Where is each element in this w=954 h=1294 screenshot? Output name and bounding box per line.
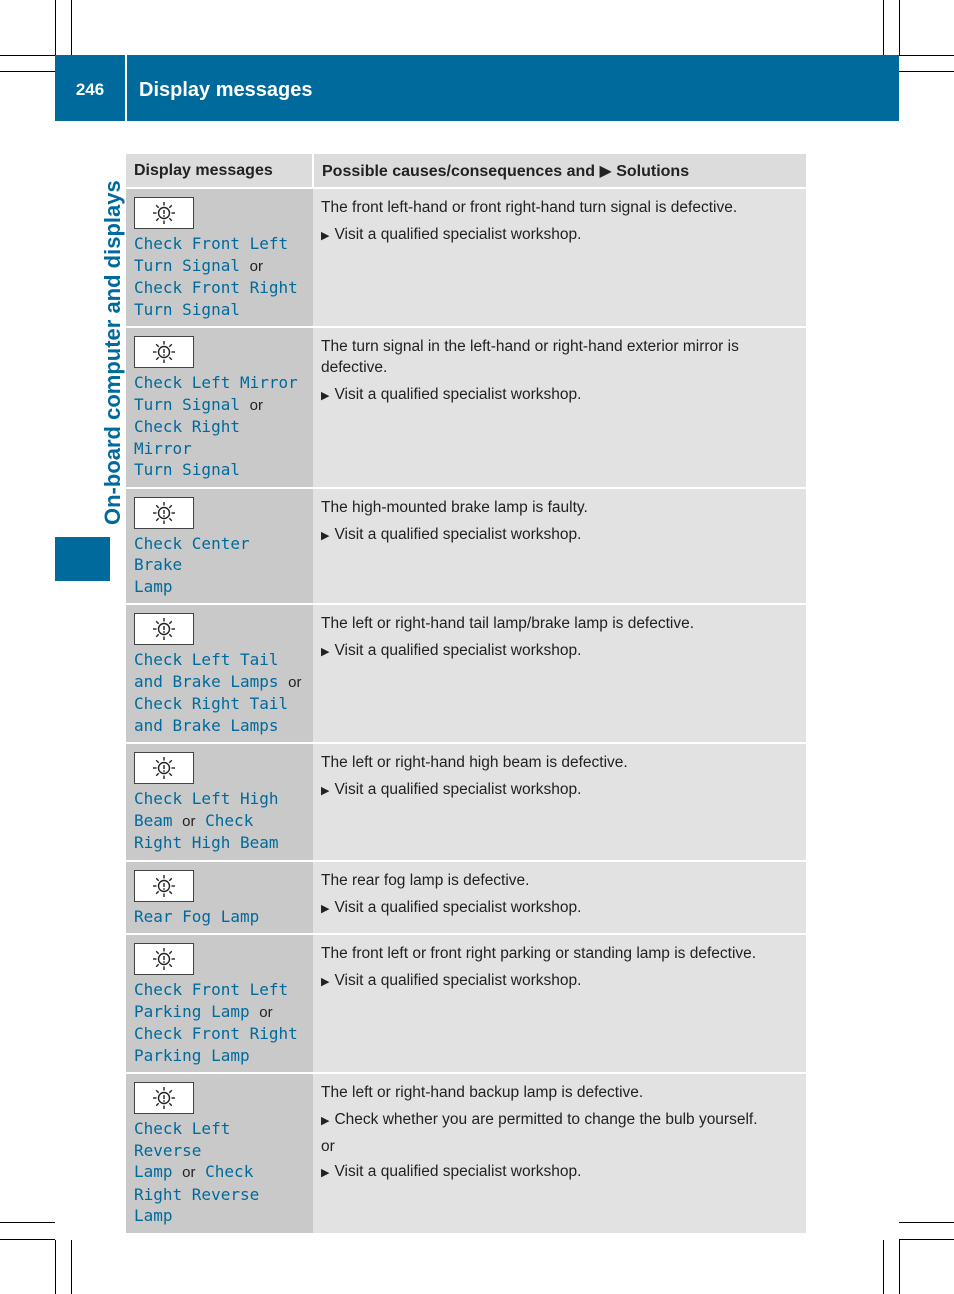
- display-message-text: Lamp: [134, 1162, 173, 1181]
- display-message-text: Check Left Reverse: [134, 1119, 231, 1160]
- display-message-cell: [126, 188, 313, 327]
- solution-cell: [313, 743, 806, 861]
- solution-step-text: Visit a qualified specialist workshop.: [334, 1163, 582, 1180]
- header-divider: [125, 55, 127, 121]
- display-message-line: [134, 1184, 305, 1227]
- display-message-text: Turn Signal: [134, 460, 240, 479]
- crop-mark: [899, 55, 954, 56]
- crop-mark: [899, 71, 954, 72]
- display-message-text: Check Left Tail: [134, 650, 279, 669]
- display-message-line: [134, 1023, 305, 1045]
- display-message-line: [134, 1118, 305, 1161]
- crop-mark: [71, 0, 72, 55]
- solution-cell: [313, 488, 806, 605]
- bulb-failure-icon: [134, 613, 194, 645]
- arrow-bullet-icon: ▶: [321, 230, 330, 242]
- side-tab-marker: [55, 537, 110, 581]
- solution-step: [321, 524, 798, 547]
- display-message-text: Check Left High: [134, 789, 279, 808]
- display-message-text: Check Front Left: [134, 234, 289, 253]
- display-message-text: Check Right Mirror: [134, 417, 240, 458]
- solution-step: [321, 970, 798, 993]
- solution-step: [321, 779, 798, 802]
- display-message-text: Right Reverse Lamp: [134, 1184, 260, 1225]
- display-message-line: [134, 394, 305, 417]
- crop-mark: [899, 1240, 900, 1294]
- display-message-text: and Brake Lamps: [134, 715, 279, 735]
- display-message-text: Right High Beam: [134, 833, 279, 852]
- display-message-text: Check: [205, 1162, 254, 1181]
- solution-step-text: Visit a qualified specialist workshop.: [334, 972, 582, 989]
- table-header-row: [126, 154, 806, 188]
- display-message-line: [134, 1045, 305, 1067]
- display-message-text: Turn Signal: [134, 299, 240, 319]
- display-message-line: [134, 788, 305, 810]
- crop-mark: [0, 55, 55, 56]
- display-message-text: Check Right Tail: [134, 694, 289, 713]
- crop-mark: [883, 1240, 884, 1294]
- arrow-bullet-icon: ▶: [321, 976, 330, 988]
- display-message-cell: [126, 327, 313, 488]
- or-connector: or: [249, 396, 263, 414]
- solution-cell: [313, 188, 806, 327]
- bulb-failure-icon: [134, 336, 194, 368]
- solution-cell: [313, 934, 806, 1073]
- display-message-text: and Brake Lamps: [134, 671, 279, 691]
- header-causes-solutions: Possible causes/consequences and ▶ Solutions: [313, 154, 806, 188]
- arrow-bullet-icon: ▶: [321, 1115, 330, 1127]
- solution-step: [321, 897, 798, 920]
- display-message-text: Lamp: [134, 576, 173, 596]
- bulb-failure-icon: [134, 943, 194, 975]
- solution-cell: [313, 861, 806, 935]
- display-message-text: Turn Signal: [134, 255, 240, 275]
- display-message-text: Beam: [134, 810, 173, 830]
- or-connector: or: [249, 257, 263, 275]
- crop-mark: [883, 0, 884, 55]
- crop-mark: [899, 0, 900, 55]
- solution-step: [321, 384, 798, 407]
- crop-mark: [0, 1222, 55, 1223]
- solution-step-text: Visit a qualified specialist workshop.: [334, 898, 582, 916]
- arrow-bullet-icon: ▶: [321, 529, 330, 542]
- table-row: [126, 934, 806, 1073]
- bulb-failure-icon: [134, 197, 194, 229]
- crop-mark: [55, 0, 56, 55]
- display-message-text: Check Front Right: [134, 278, 298, 297]
- cause-text: The left or right-hand high beam is defective.: [321, 754, 628, 771]
- cause-text: The rear fog lamp is defective.: [321, 871, 530, 889]
- table-row: [126, 327, 806, 488]
- display-message-line: [134, 1001, 305, 1024]
- cause-text: The turn signal in the left-hand or right-hand exterior mirror is defective.: [321, 338, 739, 376]
- table-row: [126, 188, 806, 327]
- cause-text: The high-mounted brake lamp is faulty.: [321, 498, 588, 516]
- or-connector: or: [259, 1003, 273, 1021]
- arrow-bullet-icon: ▶: [321, 646, 330, 658]
- display-message-text: Parking Lamp: [134, 1001, 250, 1021]
- table-row: [126, 1073, 806, 1233]
- display-message-text: Turn Signal: [134, 394, 240, 414]
- or-separator: or: [321, 1138, 335, 1155]
- display-message-line: [134, 277, 305, 299]
- solution-step-text: Visit a qualified specialist workshop.: [334, 525, 582, 543]
- solution-step-text: Check whether you are permitted to change the bulb yourself.: [334, 1111, 758, 1128]
- section-title: Display messages: [139, 78, 313, 101]
- crop-mark: [899, 1239, 954, 1240]
- display-message-cell: [126, 488, 313, 605]
- solution-step: [321, 640, 798, 663]
- display-message-text: Check Front Right: [134, 1024, 298, 1043]
- solution-cell: [313, 1073, 806, 1233]
- display-message-cell: [126, 604, 313, 743]
- display-message-line: [134, 671, 305, 694]
- table-row: [126, 861, 806, 935]
- arrow-bullet-icon: ▶: [321, 902, 330, 915]
- display-message-cell: [126, 861, 313, 935]
- solution-step: [321, 224, 798, 247]
- display-message-line: [134, 255, 305, 278]
- solution-cell: [313, 604, 806, 743]
- display-message-line: [134, 533, 305, 576]
- display-message-line: [134, 649, 305, 671]
- display-message-line: [134, 693, 305, 715]
- solution-step-text: Visit a qualified specialist workshop.: [334, 226, 582, 243]
- display-message-line: [134, 459, 305, 481]
- display-message-cell: [126, 934, 313, 1073]
- display-message-line: [134, 576, 305, 598]
- display-message-line: [134, 906, 305, 928]
- or-connector: or: [182, 1164, 196, 1181]
- table-row: [126, 604, 806, 743]
- display-message-text: Check: [205, 810, 254, 830]
- solution-cell: [313, 327, 806, 488]
- cause-text: The left or right-hand tail lamp/brake lamp is defective.: [321, 615, 695, 632]
- cause-text: The front left-hand or front right-hand turn signal is defective.: [321, 199, 738, 216]
- bulb-failure-icon: [134, 497, 194, 529]
- or-connector: or: [288, 673, 302, 691]
- page-number: 246: [75, 80, 105, 99]
- solution-step-text: Visit a qualified specialist workshop.: [334, 781, 582, 798]
- bulb-failure-icon: [134, 1082, 194, 1114]
- solution-step: [321, 1109, 798, 1132]
- display-message-line: [134, 372, 305, 394]
- crop-mark: [0, 71, 55, 72]
- display-message-line: [134, 416, 305, 459]
- or-connector: or: [182, 812, 196, 830]
- cause-text: The left or right-hand backup lamp is defective.: [321, 1084, 644, 1101]
- display-message-cell: [126, 1073, 313, 1233]
- crop-mark: [899, 1222, 954, 1223]
- display-message-text: Check Front Left: [134, 980, 289, 999]
- crop-mark: [0, 1239, 55, 1240]
- cause-text: The front left or front right parking or standing lamp is defective.: [321, 945, 757, 962]
- chapter-title: On-board computer and displays: [100, 180, 125, 525]
- display-message-line: [134, 715, 305, 737]
- display-messages-table: [126, 154, 806, 1233]
- solution-step: [321, 1161, 798, 1184]
- arrow-bullet-icon: ▶: [321, 390, 330, 402]
- display-message-text: Rear Fog Lamp: [134, 906, 260, 926]
- display-message-cell: [126, 743, 313, 861]
- display-message-line: [134, 810, 305, 833]
- arrow-bullet-icon: ▶: [321, 785, 330, 797]
- display-message-line: [134, 299, 305, 321]
- display-message-line: [134, 1161, 305, 1184]
- crop-mark: [55, 1240, 56, 1294]
- display-message-text: Check Left Mirror: [134, 373, 298, 392]
- arrow-bullet-icon: ▶: [321, 1167, 330, 1179]
- header-display-messages: Display messages: [126, 154, 313, 188]
- solution-step-text: Visit a qualified specialist workshop.: [334, 642, 582, 659]
- display-message-line: [134, 832, 305, 854]
- display-message-text: Check Center Brake: [134, 533, 250, 574]
- display-message-line: [134, 233, 305, 255]
- table-row: [126, 488, 806, 605]
- bulb-failure-icon: [134, 870, 194, 902]
- table-row: [126, 743, 806, 861]
- display-message-line: [134, 979, 305, 1001]
- solution-step-text: Visit a qualified specialist workshop.: [334, 386, 582, 403]
- crop-mark: [71, 1240, 72, 1294]
- display-message-text: Parking Lamp: [134, 1045, 250, 1065]
- bulb-failure-icon: [134, 752, 194, 784]
